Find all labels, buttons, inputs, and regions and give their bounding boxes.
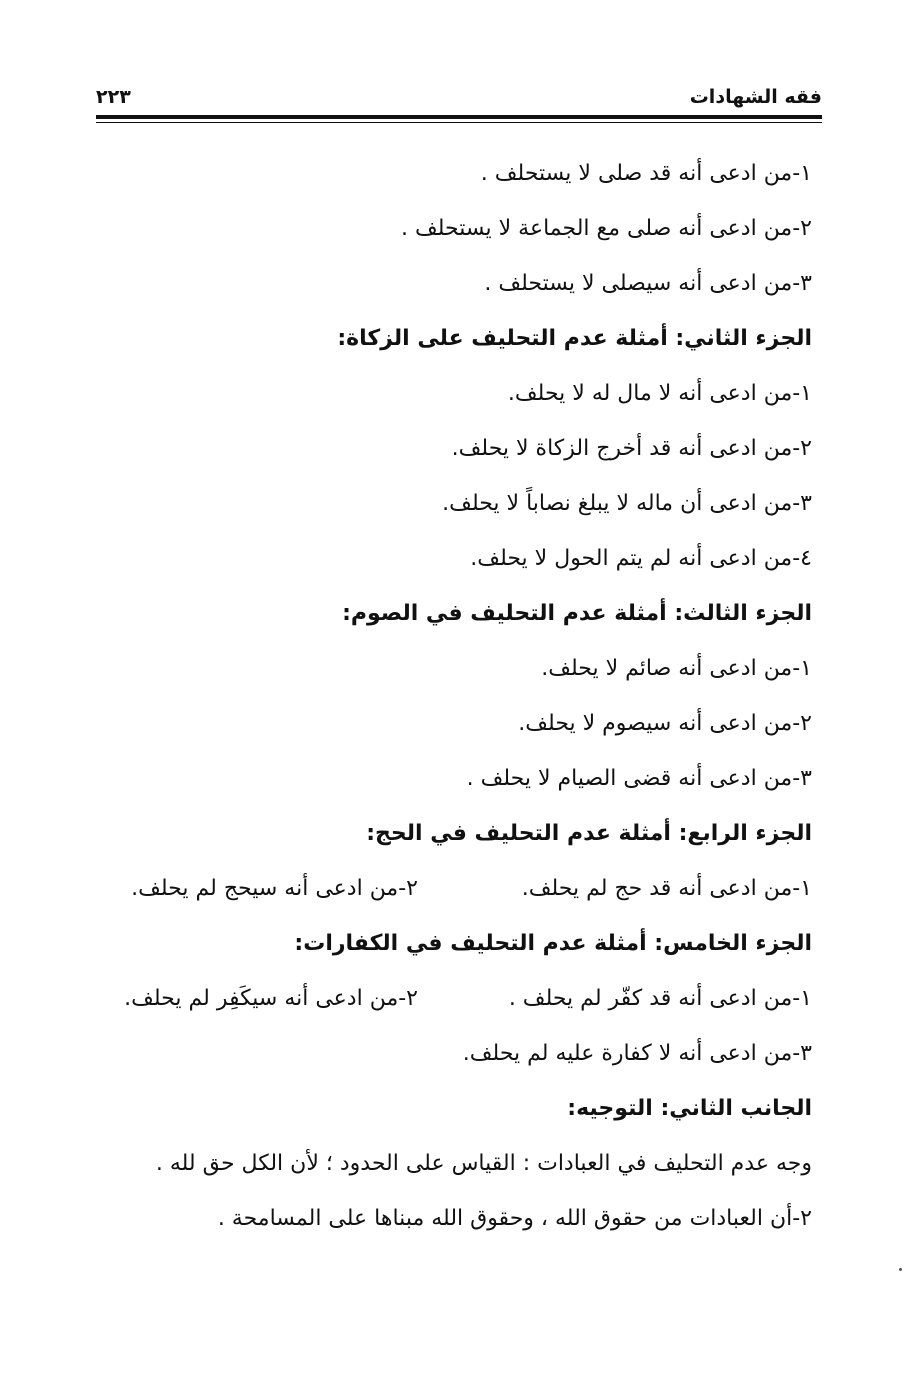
expiation-item-1: ١-من ادعى أنه قد كفّر لم يحلف . (508, 986, 812, 1011)
page-number: ٢٢٣ (96, 86, 131, 108)
fasting-item-1: ١-من ادعى أنه صائم لا يحلف. (541, 656, 812, 681)
expiation-item-2: ٢-من ادعى أنه سيكَفِر لم يحلف. (124, 986, 418, 1011)
section-heading-expiations: الجزء الخامس: أمثلة عدم التحليف في الكفارات: (294, 931, 812, 956)
fasting-item-2: ٢-من ادعى أنه سيصوم لا يحلف. (518, 711, 812, 736)
section-heading-fasting: الجزء الثالث: أمثلة عدم التحليف في الصوم: (342, 601, 812, 626)
fasting-item-3: ٣-من ادعى أنه قضى الصيام لا يحلف . (466, 766, 812, 791)
hajj-item-1: ١-من ادعى أنه قد حج لم يحلف. (521, 876, 812, 901)
page-body (100, 146, 812, 1246)
zakat-item-3: ٣-من ادعى أن ماله لا يبلغ نصاباً لا يحلف. (442, 491, 812, 516)
hajj-item-2: ٢-من ادعى أنه سيحج لم يحلف. (131, 876, 418, 901)
prayer-item-1: ١-من ادعى أنه قد صلى لا يستحلف . (480, 161, 812, 186)
justification-paragraph: وجه عدم التحليف في العبادات : القياس على الحدود ؛ لأن الكل حق لله . (155, 1151, 812, 1176)
running-title: فقه الشهادات (689, 86, 822, 108)
page-header (96, 82, 822, 112)
zakat-item-1: ١-من ادعى أنه لا مال له لا يحلف. (507, 381, 812, 406)
zakat-item-2: ٢-من ادعى أنه قد أخرج الزكاة لا يحلف. (451, 436, 812, 461)
section-heading-hajj: الجزء الرابع: أمثلة عدم التحليف في الحج: (366, 821, 812, 846)
header-rule-thick (96, 115, 822, 119)
expiation-item-3: ٣-من ادعى أنه لا كفارة عليه لم يحلف. (462, 1041, 812, 1066)
header-rule-thin (96, 122, 822, 123)
justification-item-2: ٢-أن العبادات من حقوق الله ، وحقوق الله مبناها على المسامحة . (217, 1206, 812, 1231)
zakat-item-4: ٤-من ادعى أنه لم يتم الحول لا يحلف. (470, 546, 812, 571)
prayer-item-2: ٢-من ادعى أنه صلى مع الجماعة لا يستحلف . (401, 216, 812, 241)
section-heading-zakat: الجزء الثاني: أمثلة عدم التحليف على الزكاة: (337, 326, 812, 351)
scan-speck (899, 1268, 902, 1271)
section-heading-justification: الجانب الثاني: التوجيه: (567, 1096, 812, 1121)
hajj-items-row (100, 861, 812, 916)
prayer-item-3: ٣-من ادعى أنه سيصلى لا يستحلف . (484, 271, 812, 296)
expiation-items-row (100, 971, 812, 1026)
